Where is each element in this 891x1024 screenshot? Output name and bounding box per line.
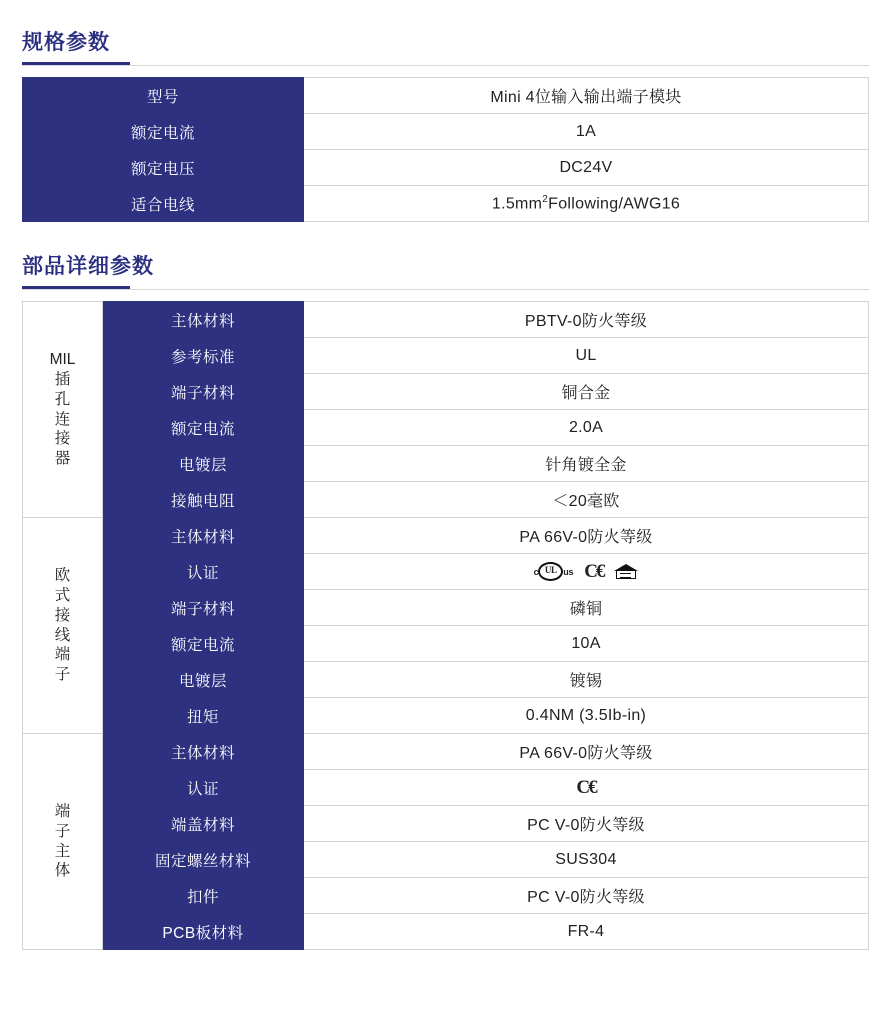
detail-value: 镀锡 — [304, 662, 869, 698]
spec-title-underline — [22, 62, 130, 65]
spec-label: 适合电线 — [23, 186, 304, 222]
group-char: 端 — [54, 802, 71, 820]
spec-value — [304, 186, 869, 222]
group-char: 插 — [54, 370, 71, 388]
spec-value: 1A — [304, 114, 869, 150]
group-char: 接 — [54, 606, 71, 624]
wire-size-superscript: 2 — [542, 193, 549, 205]
ce-mark-icon: C€ — [576, 776, 596, 798]
detail-value: 0.4NM (3.5Ib-in) — [304, 698, 869, 734]
spec-section-header — [22, 0, 869, 66]
detail-label: 认证 — [103, 770, 304, 806]
group-char: 子 — [54, 822, 71, 840]
detail-value: PA 66V-0防火等级 — [304, 734, 869, 770]
group-char: 孔 — [54, 390, 71, 408]
detail-value: PC V-0防火等级 — [304, 806, 869, 842]
table-row — [23, 698, 869, 734]
table-row — [23, 878, 869, 914]
table-row — [23, 590, 869, 626]
detail-value: SUS304 — [304, 842, 869, 878]
detail-value: PC V-0防火等级 — [304, 878, 869, 914]
group-char: 式 — [54, 586, 71, 604]
table-row — [23, 770, 869, 806]
group-char: MIL — [49, 351, 76, 369]
table-row — [23, 150, 869, 186]
table-row — [23, 662, 869, 698]
certification-marks — [308, 770, 864, 805]
spec-table — [22, 77, 869, 222]
table-row — [23, 338, 869, 374]
table-row — [23, 446, 869, 482]
spec-section-title-wrap — [22, 26, 869, 65]
table-row — [23, 302, 869, 338]
detail-label: 固定螺丝材料 — [103, 842, 304, 878]
detail-label: 端子材料 — [103, 590, 304, 626]
group-label-terminal-body — [23, 734, 103, 950]
detail-label: 端子材料 — [103, 374, 304, 410]
table-row — [23, 626, 869, 662]
detail-value: PBTV-0防火等级 — [304, 302, 869, 338]
group-char: 体 — [54, 862, 71, 880]
spec-label: 额定电压 — [23, 150, 304, 186]
table-row — [23, 78, 869, 114]
detail-value: 2.0A — [304, 410, 869, 446]
detail-value: UL — [304, 338, 869, 374]
wire-size-suffix: Following/AWG16 — [548, 195, 681, 213]
detail-label: 参考标准 — [103, 338, 304, 374]
table-row — [23, 914, 869, 950]
spec-label: 额定电流 — [23, 114, 304, 150]
table-row — [23, 410, 869, 446]
detail-section-title: 部品详细参数 — [22, 255, 154, 278]
detail-value-certifications — [304, 770, 869, 806]
spec-value: Mini 4位输入输出端子模块 — [304, 78, 869, 114]
group-char: 器 — [54, 450, 71, 468]
wire-size-prefix: 1.5mm — [491, 195, 543, 213]
detail-label: 额定电流 — [103, 626, 304, 662]
spec-label: 型号 — [23, 78, 304, 114]
detail-section-header — [22, 222, 869, 290]
detail-table — [22, 301, 869, 950]
detail-value: 磷铜 — [304, 590, 869, 626]
group-char: 欧 — [54, 567, 71, 585]
table-row — [23, 554, 869, 590]
detail-section-title-wrap — [22, 250, 869, 289]
detail-label: 扭矩 — [103, 698, 304, 734]
ul-mark-icon: c UL us — [534, 562, 574, 581]
table-row — [23, 374, 869, 410]
detail-label: 扣件 — [103, 878, 304, 914]
detail-value-certifications — [304, 554, 869, 590]
detail-label: 主体材料 — [103, 518, 304, 554]
table-row — [23, 482, 869, 518]
table-row — [23, 806, 869, 842]
group-char: 线 — [54, 626, 71, 644]
table-row — [23, 114, 869, 150]
detail-value: ＜20毫欧 — [304, 482, 869, 518]
table-row — [23, 186, 869, 222]
detail-value: 10A — [304, 626, 869, 662]
group-char: 接 — [54, 430, 71, 448]
detail-value: PA 66V-0防火等级 — [304, 518, 869, 554]
group-char: 子 — [54, 666, 71, 684]
ce-mark-icon: C€ — [584, 560, 604, 582]
detail-label: 主体材料 — [103, 734, 304, 770]
detail-label: 认证 — [103, 554, 304, 590]
detail-title-underline — [22, 286, 130, 289]
group-label-euro-terminal — [23, 518, 103, 734]
detail-label: PCB板材料 — [103, 914, 304, 950]
group-char: 端 — [54, 646, 71, 664]
group-char: 连 — [54, 410, 71, 428]
house-mark-icon — [614, 564, 638, 580]
detail-label: 接触电阻 — [103, 482, 304, 518]
detail-label: 额定电流 — [103, 410, 304, 446]
group-char: 主 — [54, 842, 71, 860]
certification-marks — [308, 554, 864, 589]
detail-label: 电镀层 — [103, 662, 304, 698]
spec-value: DC24V — [304, 150, 869, 186]
spec-header-rule — [22, 65, 869, 66]
detail-label: 主体材料 — [103, 302, 304, 338]
detail-value: 铜合金 — [304, 374, 869, 410]
table-row — [23, 518, 869, 554]
detail-label: 端盖材料 — [103, 806, 304, 842]
detail-header-rule — [22, 289, 869, 290]
table-row — [23, 734, 869, 770]
table-row — [23, 842, 869, 878]
detail-label: 电镀层 — [103, 446, 304, 482]
group-label-mil-connector — [23, 302, 103, 518]
detail-value: 针角镀全金 — [304, 446, 869, 482]
detail-value: FR-4 — [304, 914, 869, 950]
spec-section-title: 规格参数 — [22, 31, 110, 54]
